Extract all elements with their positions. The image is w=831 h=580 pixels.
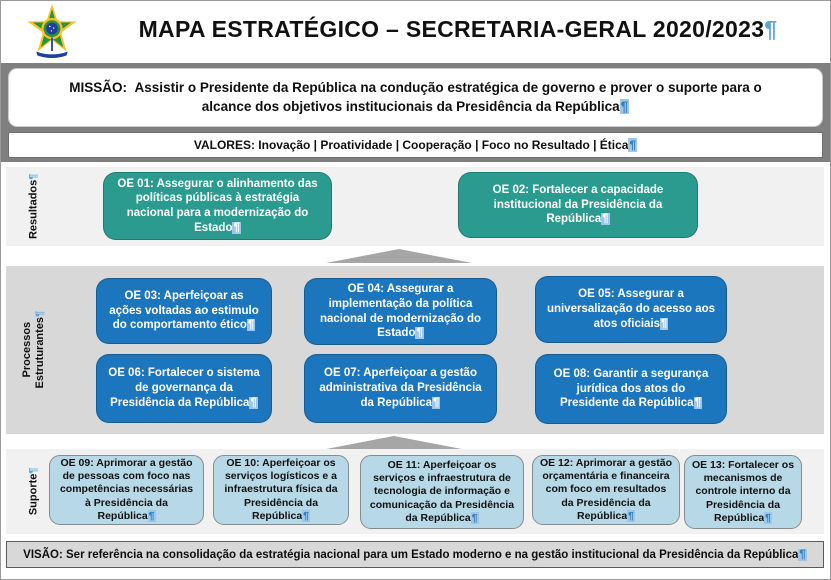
pilcrow-mark: ¶	[416, 327, 423, 340]
mission-text: Assistir o Presidente da República na condução estratégica de governo e prover o suporte para o alcance dos objetivos institucionais da Presidência da República	[134, 80, 762, 114]
objective-box-oe08	[535, 354, 727, 424]
lane-processos	[6, 266, 824, 434]
lane-label-processos	[6, 266, 62, 434]
lane-resultados	[6, 167, 824, 246]
objective-text: OE 13: Fortalecer os mecanismos de controle interno da Presidência da República	[691, 459, 795, 524]
values-box	[8, 132, 823, 158]
objective-text: OE 04: Assegurar a implementação da política nacional de modernização do Estado	[319, 283, 482, 340]
values-label: VALORES:	[193, 138, 255, 152]
objective-text: OE 01: Assegurar o alinhamento das políticas públicas à estratégia nacional para a modernização do Estado	[117, 177, 318, 234]
pilcrow-mark: ¶	[628, 509, 635, 522]
header	[1, 1, 830, 63]
lane-label-resultados	[6, 167, 62, 246]
pilcrow-mark: ¶	[602, 213, 609, 226]
mission-statement	[57, 79, 775, 115]
objective-text: OE 03: Aperfeiçoar as ações voltadas ao estimulo do comportamento ético	[109, 289, 259, 332]
objective-box-oe09	[49, 455, 204, 525]
pilcrow-mark: ¶	[799, 548, 806, 561]
objective-text: OE 06: Fortalecer o sistema de governança da Presidência da República	[108, 367, 260, 409]
mission-label: MISSÃO:	[69, 80, 128, 96]
pilcrow-mark: ¶	[27, 173, 40, 180]
objective-box-oe07	[304, 354, 497, 423]
pilcrow-mark: ¶	[27, 467, 40, 474]
pilcrow-mark: ¶	[694, 397, 701, 410]
lane-label-text: Resultados	[27, 179, 40, 240]
objective-box-oe10	[213, 455, 349, 525]
pilcrow-mark: ¶	[303, 509, 310, 522]
vision-label: VISÃO:	[23, 548, 63, 561]
objective-box-oe01	[103, 172, 332, 240]
pilcrow-mark: ¶	[233, 221, 240, 234]
pilcrow-mark: ¶	[765, 511, 772, 524]
pilcrow-mark: ¶	[661, 317, 668, 330]
objective-text: OE 02: Fortalecer a capacidade institucional da Presidência da República	[492, 183, 664, 226]
lane-label-text: Processos Estruturantes	[21, 317, 47, 389]
objective-text: OE 10: Aperfeiçoar os serviços logísticos e a infraestrutura física da Presidência da República	[224, 457, 338, 522]
objective-text: OE 05: Assegurar a universalização do acesso aos atos oficiais	[546, 288, 716, 330]
values-text: Inovação | Proatividade | Cooperação | Foco no Resultado | Ética	[258, 138, 629, 152]
pilcrow-mark: ¶	[629, 138, 637, 152]
up-arrow-icon	[321, 436, 467, 450]
pilcrow-mark: ¶	[620, 98, 629, 114]
objective-text: OE 12: Aprimorar a gestão orçamentária e financeira com foco em resultados da Presidência da República	[539, 457, 673, 522]
pilcrow-mark: ¶	[34, 311, 47, 318]
page-title	[96, 16, 820, 43]
pilcrow-mark: ¶	[433, 396, 440, 409]
objective-text: OE 09: Aprimorar a gestão de pessoas com foco nas competências necessárias à Presidência da República	[59, 457, 194, 522]
objective-box-oe04	[304, 278, 497, 345]
objective-box-oe13	[684, 455, 802, 529]
vision-text: Ser referência na consolidação da estratégia nacional para um Estado moderno e na gestão institucional da Presidência da República	[66, 548, 799, 561]
mission-box	[8, 68, 823, 127]
objective-box-oe02	[458, 172, 698, 238]
page-title-text: MAPA ESTRATÉGICO – SECRETARIA-GERAL 2020/2023	[138, 16, 765, 42]
objective-text: OE 07: Aperfeiçoar a gestão administrativa da Presidência da República	[319, 367, 482, 409]
vision-bar	[6, 541, 824, 568]
objective-box-oe11	[360, 455, 524, 529]
pilcrow-mark: ¶	[250, 396, 257, 409]
pilcrow-mark: ¶	[148, 509, 155, 522]
up-arrow-icon	[326, 249, 472, 263]
objective-text: OE 11: Aperfeiçoar os serviços e infraestrutura de tecnologia de informação e comunicação da Presidência da República	[369, 459, 515, 524]
objective-box-oe06	[96, 354, 272, 423]
pilcrow-mark: ¶	[764, 16, 778, 42]
objective-box-oe03	[96, 278, 272, 344]
objective-box-oe05	[535, 276, 727, 343]
pilcrow-mark: ¶	[471, 511, 478, 524]
mission-values-band	[1, 63, 830, 162]
objective-text: OE 08: Garantir a segurança jurídica dos atos do Presidente da República	[553, 367, 709, 410]
lane-suporte	[6, 449, 824, 534]
pilcrow-mark: ¶	[247, 319, 255, 332]
objective-box-oe12	[532, 455, 680, 525]
lane-label-text: Suporte	[27, 473, 40, 516]
coat-of-arms-icon	[15, 4, 89, 60]
